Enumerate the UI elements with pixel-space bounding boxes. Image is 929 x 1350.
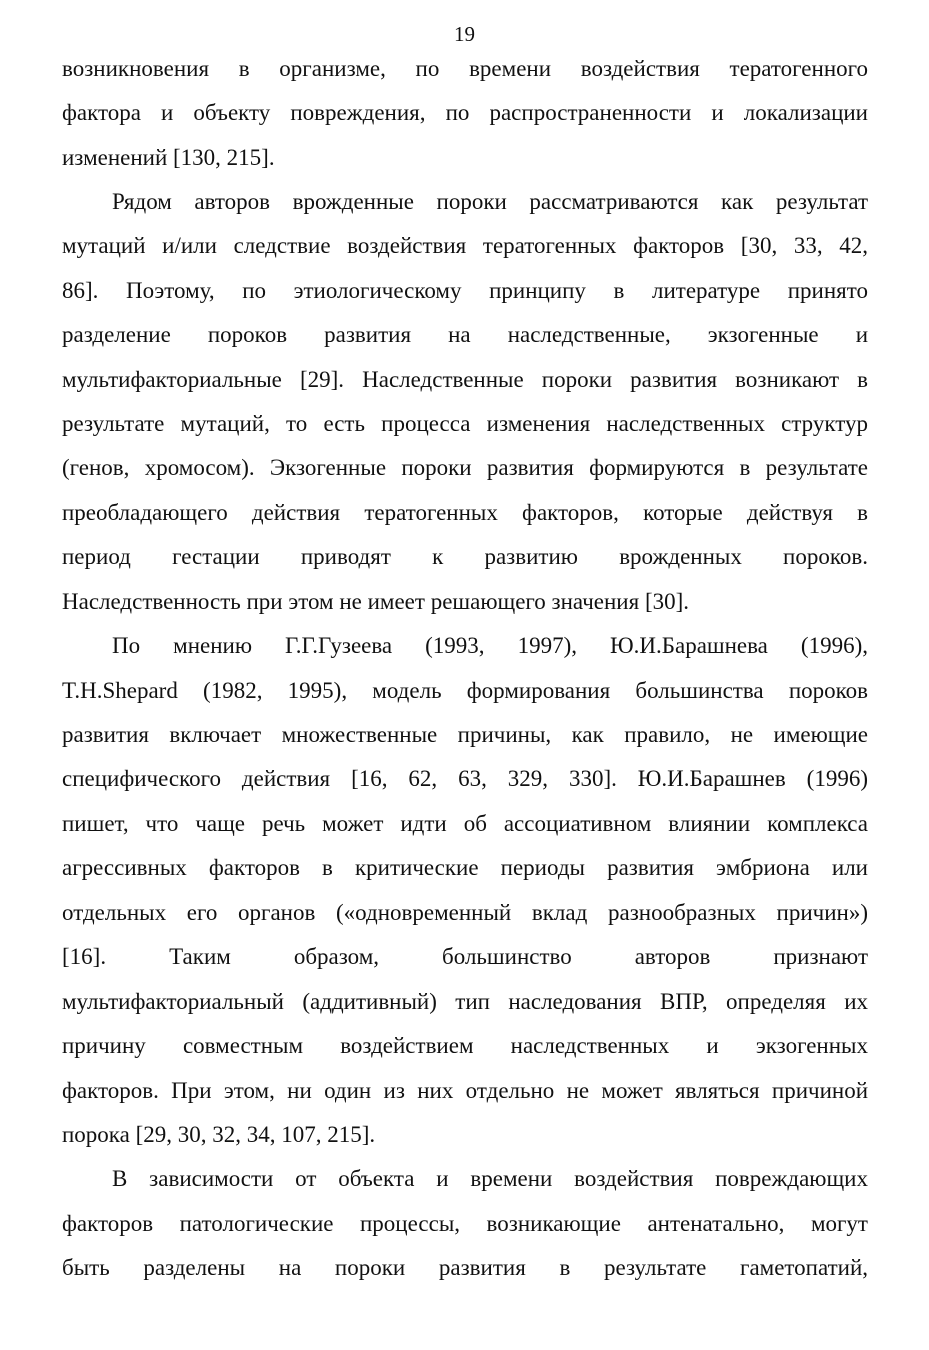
text-line: мультифакториальный (аддитивный) тип наследования ВПР, определяя их — [62, 989, 868, 1014]
text-line: специфического действия [16, 62, 63, 329, 330]. Ю.И.Барашнев (1996) — [62, 766, 868, 791]
text-line: причину совместным воздействием наследственных и экзогенных — [62, 1033, 868, 1058]
text-line: развития включает множественные причины, как правило, не имеющие — [62, 722, 868, 747]
text-line: 86]. Поэтому, по этиологическому принципу в литературе принято — [62, 278, 868, 303]
text-line: Рядом авторов врожденные пороки рассматриваются как результат — [112, 189, 868, 214]
text-line: преобладающего действия тератогенных факторов, которые действуя в — [62, 500, 868, 525]
text-line: По мнению Г.Г.Гузеева (1993, 1997), Ю.И.Барашнева (1996), — [112, 633, 868, 658]
text-line: мутаций и/или следствие воздействия тератогенных факторов [30, 33, 42, — [62, 233, 868, 258]
text-line: пишет, что чаще речь может идти об ассоциативном влиянии комплекса — [62, 811, 868, 836]
text-line: возникновения в организме, по времени воздействия тератогенного — [62, 56, 868, 81]
text-line: быть разделены на пороки развития в результате гаметопатий, — [62, 1255, 868, 1280]
text-line: результате мутаций, то есть процесса изменения наследственных структур — [62, 411, 868, 436]
text-line: факторов патологические процессы, возникающие антенатально, могут — [62, 1211, 868, 1236]
text-line: отдельных его органов («одновременный вклад разнообразных причин») — [62, 900, 868, 925]
text-line: [16]. Таким образом, большинство авторов признают — [62, 944, 868, 969]
text-line: В зависимости от объекта и времени воздействия повреждающих — [112, 1166, 868, 1191]
text-line: мультифакториальные [29]. Наследственные пороки развития возникают в — [62, 367, 868, 392]
page-number: 19 — [454, 22, 475, 46]
text-line: порока [29, 30, 32, 34, 107, 215]. — [62, 1122, 376, 1147]
text-line: агрессивных факторов в критические периоды развития эмбриона или — [62, 855, 868, 880]
text-line: Наследственность при этом не имеет решающего значения [30]. — [62, 589, 690, 614]
text-line: фактора и объекту повреждения, по распространенности и локализации — [62, 100, 868, 125]
text-line: разделение пороков развития на наследственные, экзогенные и — [62, 322, 868, 347]
text-line: (генов, хромосом). Экзогенные пороки развития формируются в результате — [62, 455, 868, 480]
text-line: факторов. При этом, ни один из них отдельно не может являться причиной — [62, 1078, 868, 1103]
text-line: период гестации приводят к развитию врожденных пороков. — [62, 544, 868, 569]
text-line: изменений [130, 215]. — [62, 145, 275, 170]
text-line: T.H.Shepard (1982, 1995), модель формирования большинства пороков — [62, 678, 868, 703]
